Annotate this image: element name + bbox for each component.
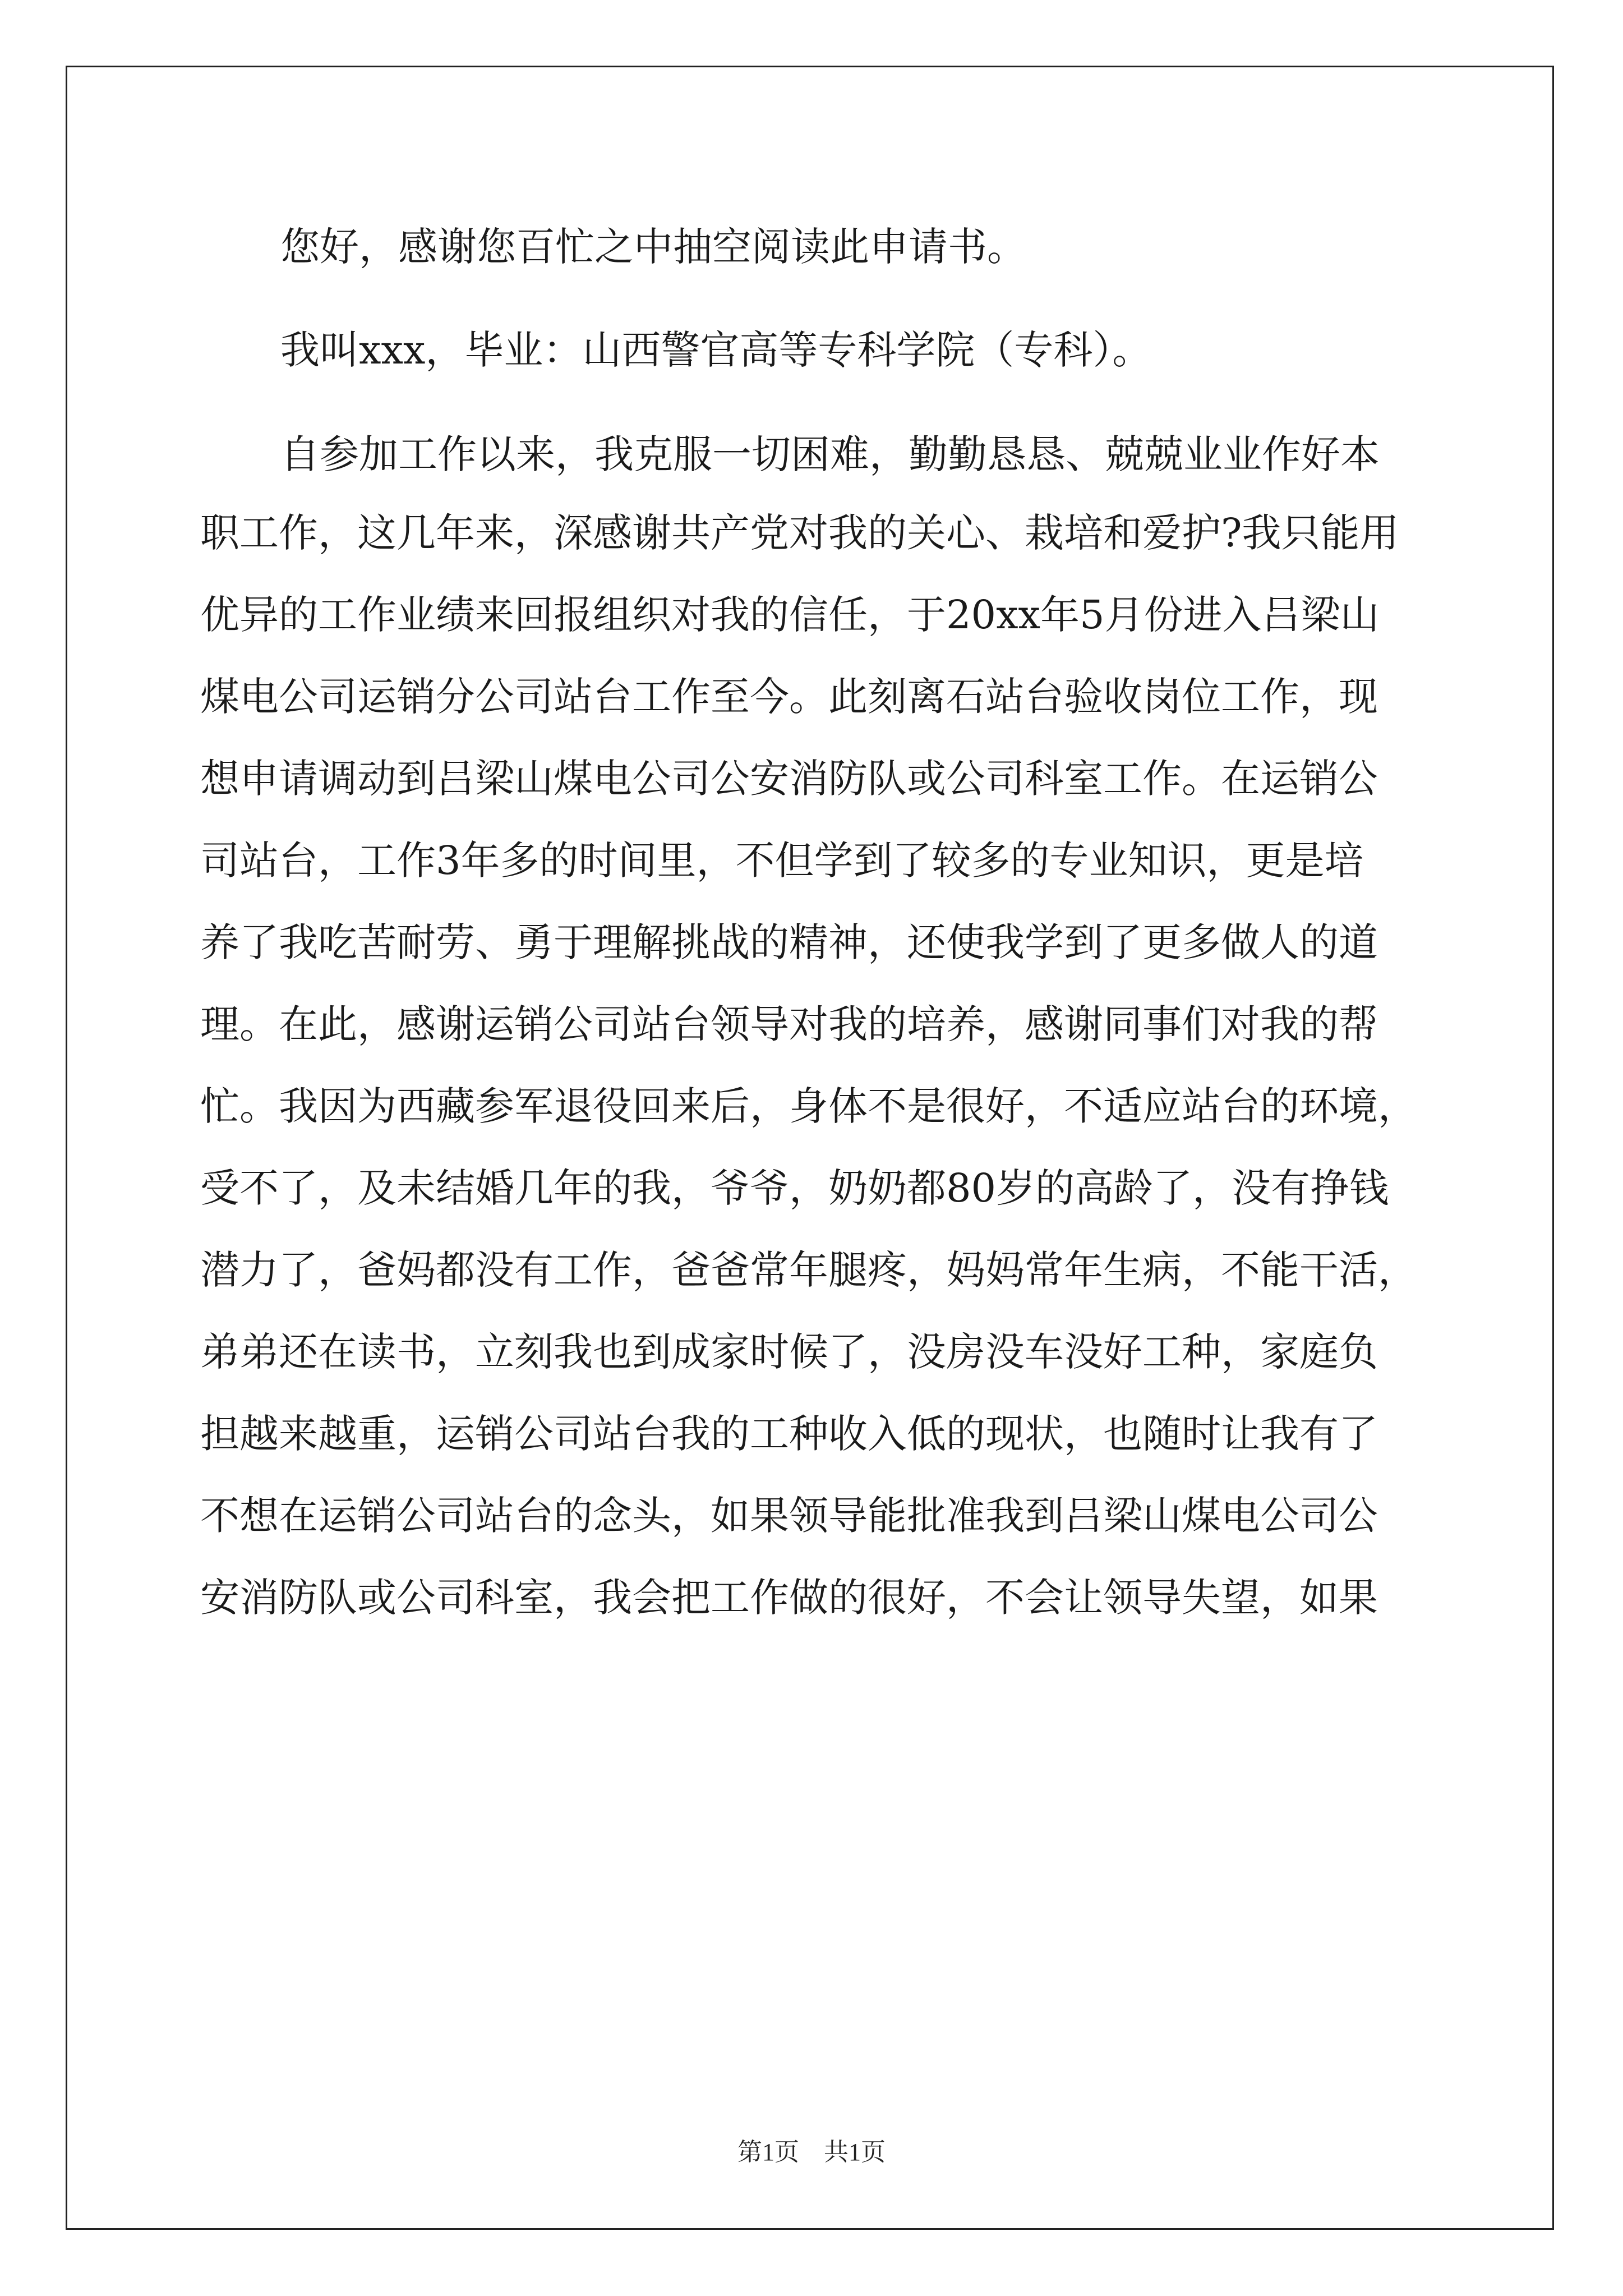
body-line-5: 想申请调动到吕梁山煤电公司公安消防队或公司科室工作。在运销公 — [200, 756, 1378, 802]
body-line-14: 不想在运销公司站台的念头，如果领导能批准我到吕梁山煤电公司公 — [200, 1493, 1378, 1539]
body-line-9: 忙。我因为西藏参军退役回来后，身体不是很好，不适应站台的环境， — [200, 1083, 1417, 1129]
page-number-footer: 第1页 共1页 — [737, 2138, 886, 2166]
body-line-2: 职工作，这几年来，深感谢共产党对我的关心、栽培和爱护?我只能用 — [200, 510, 1399, 556]
body-line-1: 自参加工作以来，我克服一切困难，勤勤恳恳、兢兢业业作好本 — [280, 431, 1380, 477]
body-line-10: 受不了，及未结婚几年的我，爷爷，奶奶都80岁的高龄了，没有挣钱 — [200, 1165, 1389, 1211]
body-line-15: 安消防队或公司科室，我会把工作做的很好，不会让领导失望，如果 — [200, 1575, 1378, 1621]
body-line-3: 优异的工作业绩来回报组织对我的信任，于20xx年5月份进入吕梁山 — [200, 592, 1380, 638]
page-border — [66, 66, 1554, 2230]
paragraph-greeting: 您好，感谢您百忙之中抽空阅读此申请书。 — [280, 224, 1026, 270]
body-line-4: 煤电公司运销分公司站台工作至今。此刻离石站台验收岗位工作，现 — [200, 674, 1378, 720]
body-line-7: 养了我吃苦耐劳、勇于理解挑战的精神，还使我学到了更多做人的道 — [200, 919, 1378, 965]
body-line-12: 弟弟还在读书，立刻我也到成家时候了，没房没车没好工种，家庭负 — [200, 1329, 1378, 1375]
body-line-6: 司站台，工作3年多的时间里，不但学到了较多的专业知识，更是培 — [200, 838, 1364, 884]
body-line-8: 理。在此，感谢运销公司站台领导对我的培养，感谢同事们对我的帮 — [200, 1001, 1378, 1047]
paragraph-intro: 我叫xxx，毕业：山西警官高等专科学院（专科）。 — [280, 327, 1152, 373]
body-line-13: 担越来越重，运销公司站台我的工种收入低的现状，也随时让我有了 — [200, 1411, 1378, 1457]
body-line-11: 潜力了，爸妈都没有工作，爸爸常年腿疼，妈妈常年生病，不能干活， — [200, 1247, 1417, 1293]
